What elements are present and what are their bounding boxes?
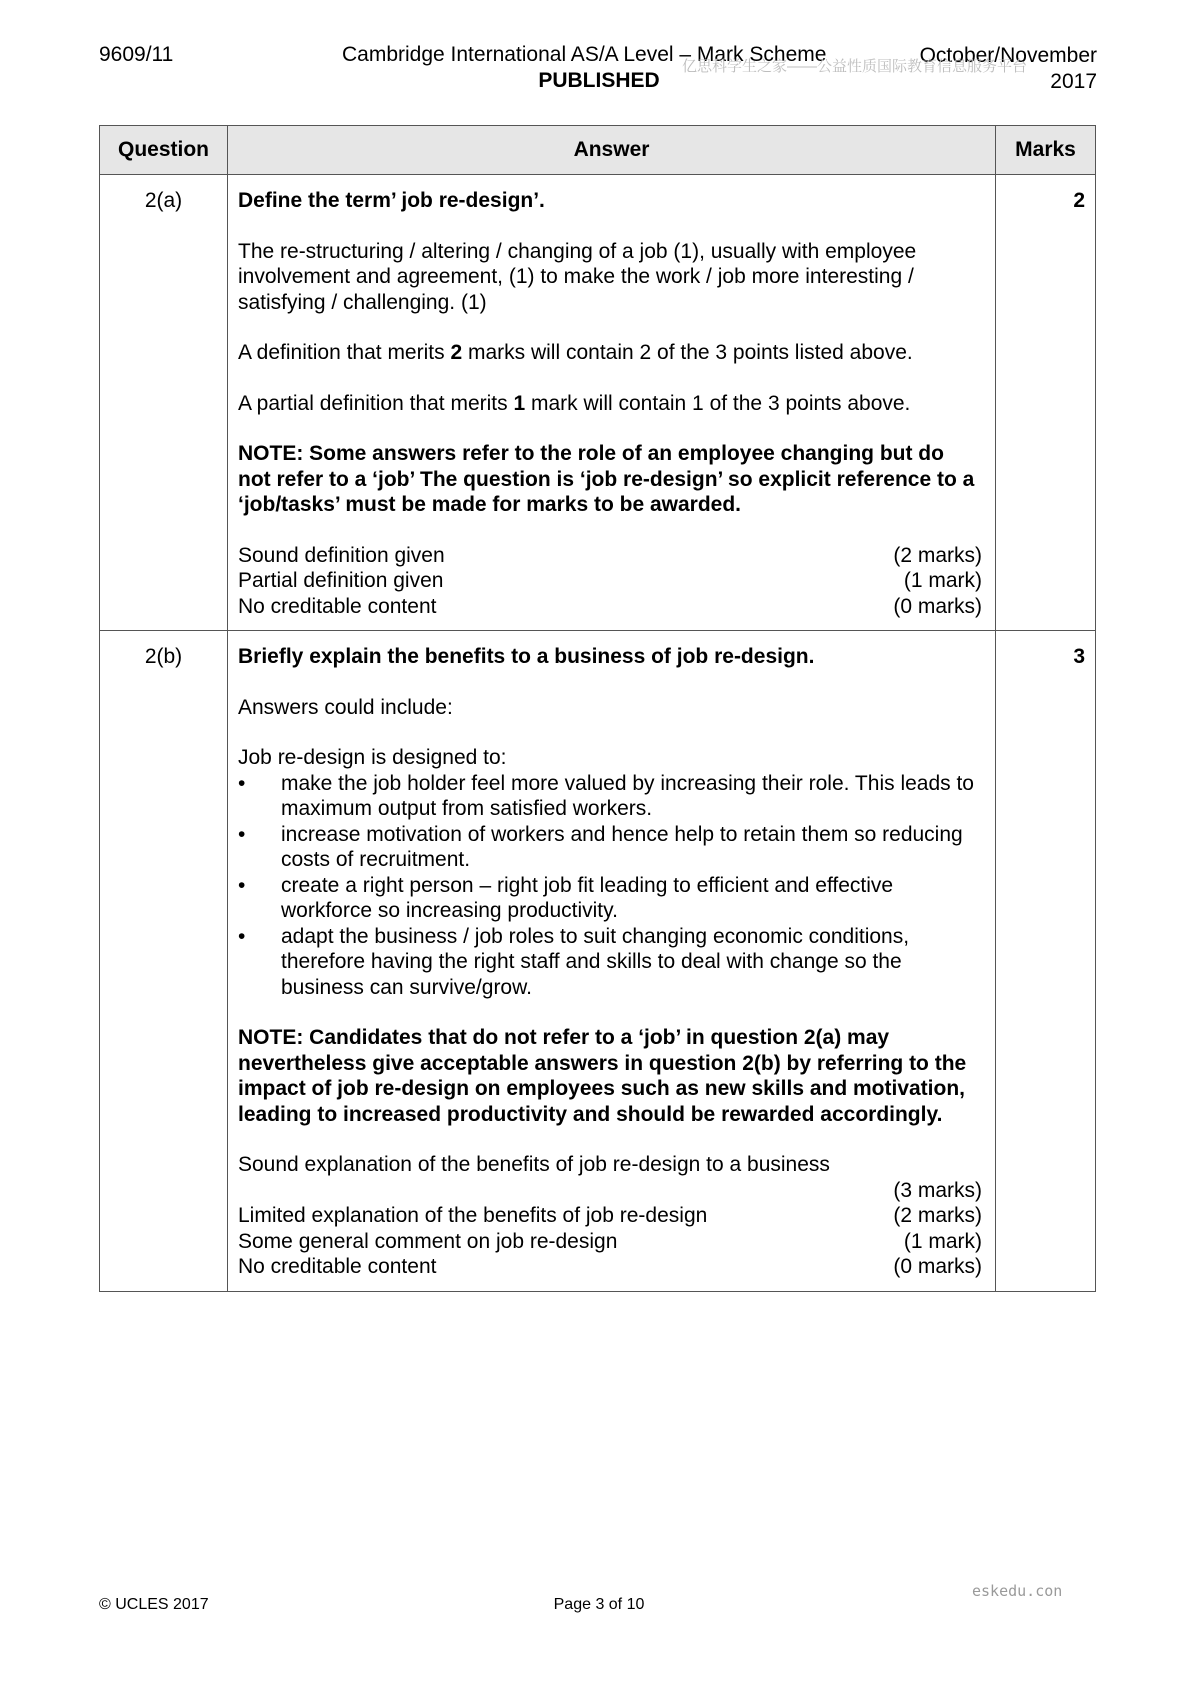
bullet-icon: • xyxy=(238,873,246,897)
question-prompt: Define the term’ job re-design’. xyxy=(238,189,545,212)
mark-levels xyxy=(238,1152,982,1280)
syllabus-code: 9609/11 xyxy=(99,43,174,66)
guidance-mark: 2 xyxy=(450,341,463,364)
list-item xyxy=(238,924,982,1001)
mark-level-top xyxy=(238,1152,982,1203)
published-label: PUBLISHED xyxy=(538,69,660,92)
mark-scheme-table xyxy=(99,125,1096,1292)
level-description: Some general comment on job re-design xyxy=(238,1229,618,1253)
examiner-note: NOTE: Some answers refer to the role of an employee changing but do not refer to a ‘job’ The question is ‘job re-design’ so explicit reference to a ‘job/tasks’ must be made for marks to be awarded. xyxy=(238,442,975,516)
level-marks: (3 marks) xyxy=(893,1178,982,1202)
list-item xyxy=(238,873,982,924)
answer-intro: Answers could include: xyxy=(238,695,453,719)
mark-level xyxy=(238,1229,982,1255)
list-item-text: increase motivation of workers and hence help to retain them so reducing costs of recruitment. xyxy=(281,822,963,871)
mark-level xyxy=(238,1203,982,1229)
answer-guidance xyxy=(238,340,982,366)
header-marks: Marks xyxy=(996,126,1096,175)
list-item xyxy=(238,771,982,822)
mark-levels xyxy=(238,543,982,620)
marks-value: 3 xyxy=(996,631,1096,1292)
mark-level xyxy=(238,594,982,620)
list-intro: Job re-design is designed to: xyxy=(238,746,507,769)
table-row xyxy=(100,631,1096,1292)
level-marks: (1 mark) xyxy=(903,569,982,592)
table-header-row xyxy=(100,126,1096,175)
level-description: Limited explanation of the benefits of job re-design xyxy=(238,1204,708,1227)
question-number: 2(a) xyxy=(100,175,228,631)
answer-cell xyxy=(228,175,996,631)
answer-cell xyxy=(228,631,996,1292)
mark-level xyxy=(238,1254,982,1280)
copyright: © UCLES 2017 xyxy=(99,1596,209,1613)
site-watermark: eskedu.con xyxy=(972,1582,1063,1600)
bullet-icon: • xyxy=(238,924,246,948)
level-marks: (2 marks) xyxy=(893,1204,982,1227)
level-marks: (0 marks) xyxy=(893,594,982,618)
header-answer: Answer xyxy=(228,126,996,175)
question-prompt: Briefly explain the benefits to a business of job re-design. xyxy=(238,645,815,668)
list-item xyxy=(238,822,982,873)
level-description: Sound definition given xyxy=(238,543,445,567)
watermark-text: 亿思科学生之家——公益性质国际教育信息服务平台 xyxy=(682,58,1028,75)
list-item-text: adapt the business / job roles to suit changing economic conditions, therefore having the right staff and skills to deal with change so the business can survive/grow. xyxy=(281,924,910,999)
answer-definition: The re-structuring / altering / changing of a job (1), usually with employee involvement and agreement, (1) to make the work / job more interesting / satisfying / challenging. (1) xyxy=(238,239,917,314)
mark-level xyxy=(238,543,982,569)
examiner-note: NOTE: Candidates that do not refer to a ‘job’ in question 2(a) may nevertheless give acceptable answers in question 2(b) by referring to the impact of job re-design on employees such as new skills and motivation, leading to increased productivity and should be rewarded accordingly. xyxy=(238,1026,967,1126)
header-question: Question xyxy=(100,126,228,175)
list-item-text: create a right person – right job fit leading to efficient and effective workforce so increasing productivity. xyxy=(281,873,894,922)
guidance-text: marks will contain 2 of the 3 points listed above. xyxy=(462,341,913,364)
level-description: Sound explanation of the benefits of job re-design to a business xyxy=(238,1153,830,1176)
question-number: 2(b) xyxy=(100,631,228,1292)
guidance-text: A definition that merits xyxy=(238,341,451,364)
table-row xyxy=(100,175,1096,631)
session-month: October/November xyxy=(919,44,1097,67)
guidance-text: A partial definition that merits xyxy=(238,391,514,415)
list-item-text: make the job holder feel more valued by increasing their role. This leads to maximum output from satisfied workers. xyxy=(281,771,974,820)
guidance-mark: 1 xyxy=(513,391,526,415)
level-description: Partial definition given xyxy=(238,569,444,592)
level-marks: (0 marks) xyxy=(893,1255,982,1278)
guidance-text: mark will contain 1 of the 3 points above. xyxy=(525,391,911,415)
level-marks: (1 mark) xyxy=(903,1229,982,1253)
level-marks: (2 marks) xyxy=(893,543,982,567)
level-description: No creditable content xyxy=(238,1255,437,1278)
mark-level xyxy=(238,568,982,594)
level-description: No creditable content xyxy=(238,594,437,618)
answer-guidance xyxy=(238,391,982,417)
bullet-icon: • xyxy=(238,822,246,846)
page-number: Page 3 of 10 xyxy=(553,1596,645,1613)
session-year: 2017 xyxy=(1050,70,1097,93)
document-title: Cambridge International AS/A Level – Mark Scheme xyxy=(342,43,827,66)
benefits-list xyxy=(238,771,982,1001)
marks-value: 2 xyxy=(996,175,1096,631)
bullet-icon: • xyxy=(238,771,246,795)
